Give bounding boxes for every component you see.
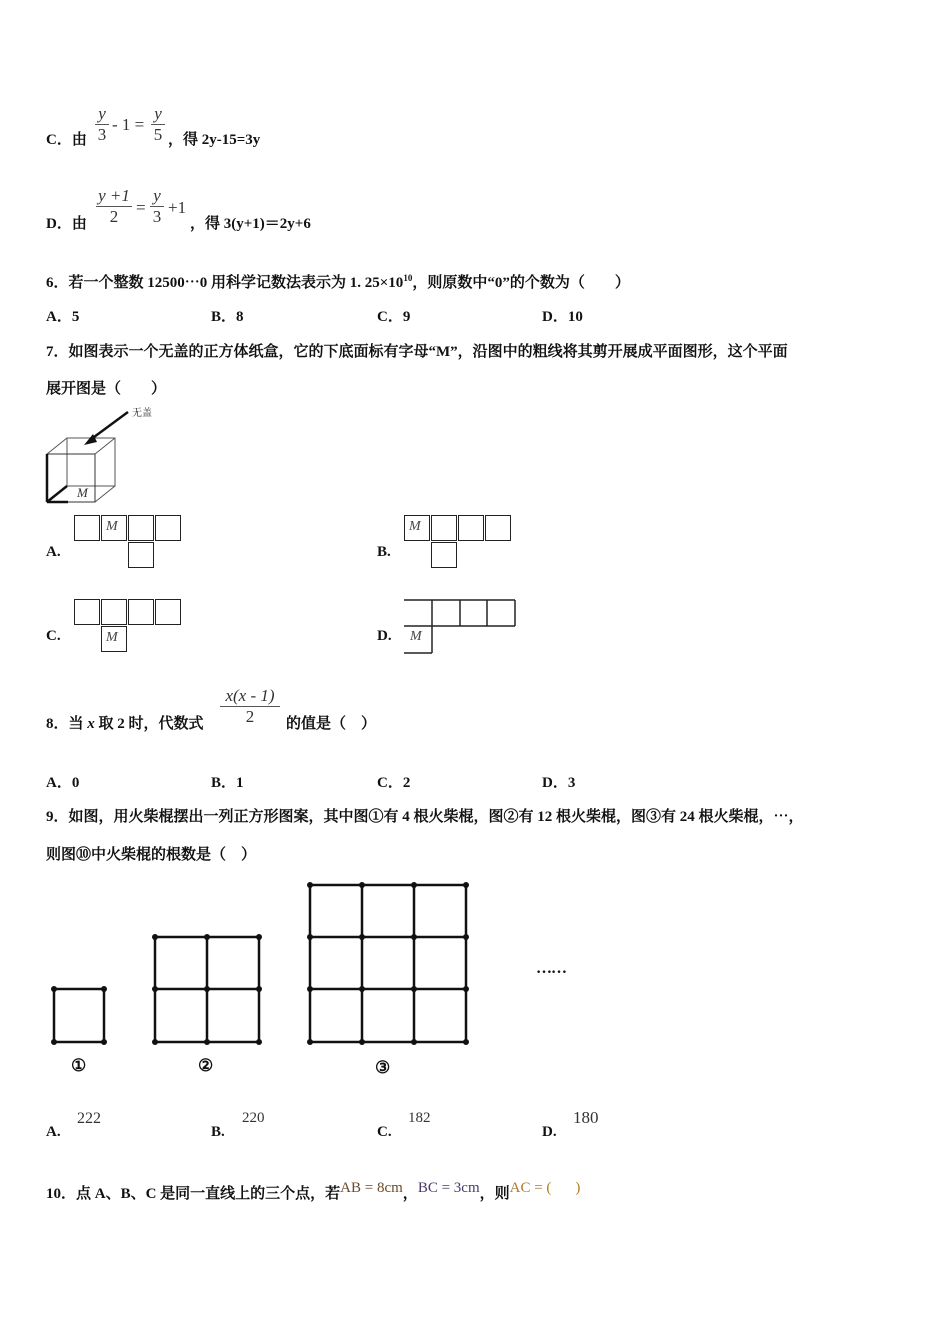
- q7-cube-figure: [40, 400, 170, 505]
- net-square: [431, 542, 457, 568]
- net-square: [155, 599, 181, 625]
- net-square: [485, 515, 511, 541]
- net-square: [74, 515, 100, 541]
- q5-d-fraction-2: y 3: [150, 186, 164, 227]
- q8-option-d[interactable]: D．3: [542, 775, 576, 791]
- q10-close-paren: ): [575, 1180, 581, 1196]
- q6-option-c[interactable]: C．9: [377, 309, 411, 325]
- q5-option-d: [46, 212, 87, 233]
- figure-label-2: ②: [198, 1056, 214, 1075]
- net-d-outline: [404, 599, 516, 655]
- net-square-m: M: [101, 515, 127, 541]
- q5-c-fraction-2: y 5: [151, 104, 165, 145]
- q6-option-a[interactable]: A．5: [46, 309, 80, 325]
- net-square-m: M: [101, 626, 127, 652]
- q5-d-label: D．由: [46, 216, 87, 232]
- q8-option-a[interactable]: A．0: [46, 775, 80, 791]
- q8-stem: 8．当 x 取 2 时，代数式: [46, 716, 204, 732]
- q10-ab: AB = 8cm: [340, 1180, 403, 1196]
- q8-fraction: x(x - 1) 2: [220, 686, 280, 727]
- q8-stem-after: 的值是（ ）: [286, 716, 377, 732]
- q7-option-c-label[interactable]: C.: [46, 628, 61, 644]
- q6-exponent: 10: [403, 273, 413, 283]
- q7-stem-line1: 7．如图表示一个无盖的正方体纸盒，它的下底面标有字母“M”，沿图中的粗线将其剪开展成平面图形，这个平面: [46, 344, 788, 360]
- q5-option-c: [46, 128, 87, 149]
- net-square: [74, 599, 100, 625]
- q9-option-d-label[interactable]: D.: [542, 1124, 557, 1140]
- q5-d-fraction-1: y +1 2: [96, 186, 132, 227]
- net-square: [128, 542, 154, 568]
- q7-option-d-net[interactable]: M: [404, 599, 516, 655]
- q9-matchstick-figure: [44, 872, 596, 1087]
- net-square: [155, 515, 181, 541]
- net-square: [101, 599, 127, 625]
- q7-option-a-net[interactable]: [74, 515, 186, 571]
- q8-var: x: [87, 716, 95, 732]
- q6-option-d[interactable]: D．10: [542, 309, 583, 325]
- figure-label-1: ①: [71, 1056, 87, 1075]
- q6-stem: 6．若一个整数 12500⋯0 用科学记数法表示为 1. $25\times 10^{10}$，则原数中“0”的个数为（ ）: [46, 273, 630, 291]
- q7-option-b-label[interactable]: B.: [377, 544, 391, 560]
- q5-d-eq: =: [136, 198, 146, 217]
- q5-c-result: ，得 2y-15=3y: [168, 132, 261, 148]
- svg-text:M: M: [77, 485, 88, 500]
- q9-option-c-label[interactable]: C.: [377, 1124, 392, 1140]
- figure-label-3: ③: [375, 1058, 391, 1077]
- no-lid-label: 无盖: [132, 408, 152, 419]
- net-square: [458, 515, 484, 541]
- q7-option-d-label[interactable]: D.: [377, 628, 392, 644]
- q5-c-mid: - 1 =: [112, 115, 145, 134]
- q9-option-c-value: 182: [408, 1110, 431, 1126]
- q7-option-c-net[interactable]: [74, 599, 186, 655]
- q5-d-result: ，得 3(y+1)＝2y+6: [190, 216, 311, 232]
- q10-stem: 10．点 A、B、C 是同一直线上的三个点，若AB = 8cm，BC = 3cm，则AC = ( ): [46, 1180, 581, 1202]
- q7-option-a-label[interactable]: A.: [46, 544, 61, 560]
- q5-c-fraction-1: y 3: [95, 104, 109, 145]
- net-square-m: M: [404, 515, 430, 541]
- q9-option-b-value: 220: [242, 1110, 265, 1126]
- net-square: [128, 599, 154, 625]
- q9-stem-line1: 9．如图，用火柴棍摆出一列正方形图案，其中图①有 4 根火柴棍，图②有 12 根火柴棍，图③有 24 根火柴棍，⋯，: [46, 809, 804, 825]
- q10-bc: BC = 3cm: [417, 1180, 480, 1196]
- net-square: [431, 515, 457, 541]
- q9-option-b-label[interactable]: B.: [211, 1124, 225, 1140]
- q9-stem-line2: 则图⑩中火柴棍的根数是（ ）: [46, 847, 257, 863]
- q7-stem-line2: 展开图是（ ）: [46, 381, 167, 397]
- matchstick-grids: [44, 872, 596, 1087]
- q7-option-b-net[interactable]: [404, 515, 516, 571]
- q8-option-b[interactable]: B．1: [211, 775, 244, 791]
- q9-option-a-label[interactable]: A.: [46, 1124, 61, 1140]
- q10-ac: AC = (: [509, 1180, 552, 1196]
- q6-option-b[interactable]: B．8: [211, 309, 244, 325]
- q8-option-c[interactable]: C．2: [377, 775, 411, 791]
- q9-option-d-value: 180: [573, 1108, 599, 1127]
- q5-d-tail: +1: [168, 198, 187, 217]
- q5-c-label: C．由: [46, 132, 87, 148]
- ellipsis: ……: [536, 960, 566, 977]
- q9-option-a-value: 222: [77, 1110, 101, 1127]
- net-square: [128, 515, 154, 541]
